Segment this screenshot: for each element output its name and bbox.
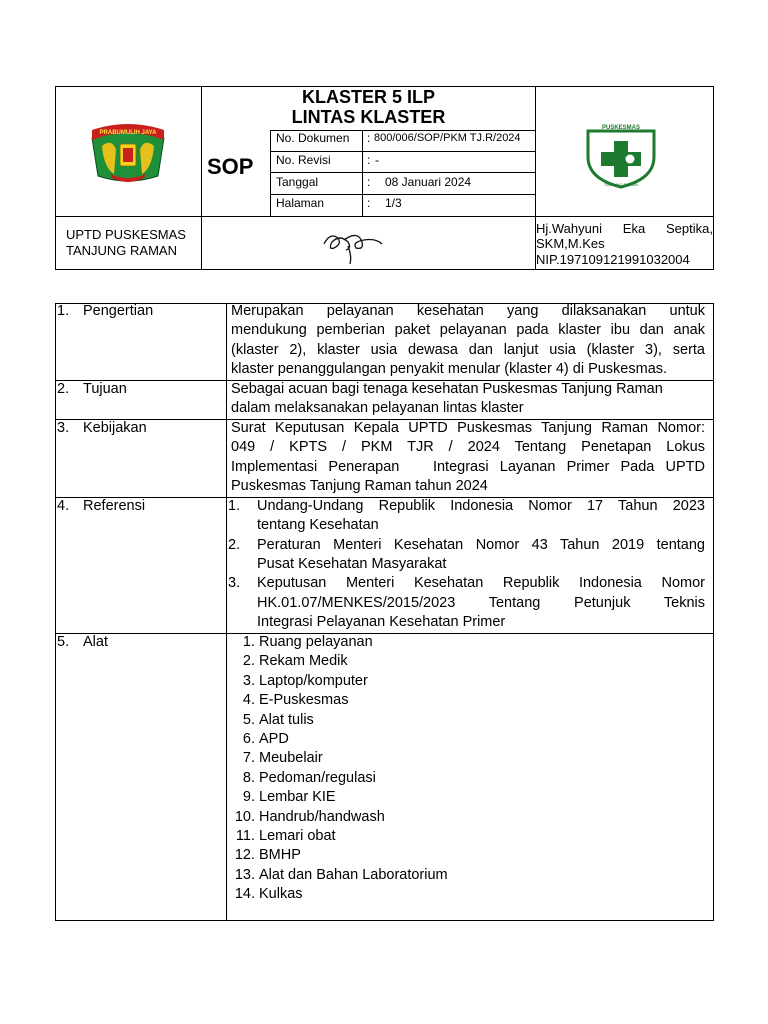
alat-item-number: 8. bbox=[242, 769, 255, 786]
kebijakan-text: Surat Keputusan Kepala UPTD Puskesmas Tanjung Raman Nomor: bbox=[231, 420, 705, 436]
left-logo-text: PRABUMULIH JAYA bbox=[99, 130, 157, 136]
section-label-tujuan: Tujuan bbox=[83, 381, 127, 397]
alat-item-text: Kulkas bbox=[259, 886, 303, 903]
meta-sep: : bbox=[367, 153, 371, 167]
section-number: 5. bbox=[57, 634, 70, 650]
section-label-kebijakan: Kebijakan bbox=[83, 420, 147, 436]
pengertian-text: mendukung pemberian paket pelayanan pada klaster ibu dan anak bbox=[231, 322, 705, 338]
tujuan-text: dalam melaksanakan pelayanan lintas klaster bbox=[231, 400, 524, 416]
alat-item-number: 13. bbox=[234, 866, 255, 883]
alat-item-text: E-Puskesmas bbox=[259, 692, 349, 709]
signer-nip: NIP.197109121991032004 bbox=[536, 252, 690, 267]
right-logo-text-top: PUSKESMAS bbox=[601, 125, 641, 131]
meta-sep: : bbox=[367, 175, 371, 189]
alat-item-number: 11. bbox=[235, 828, 255, 844]
alat-item-number: 14. bbox=[234, 886, 255, 903]
meta-sep: : bbox=[367, 196, 371, 210]
alat-item-text: Handrub/handwash bbox=[259, 808, 385, 825]
document-title-line2: LINTAS KLASTER bbox=[291, 107, 446, 127]
alat-item-number: 10. bbox=[234, 808, 255, 825]
alat-item-number: 3. bbox=[242, 672, 255, 689]
alat-item-text: APD bbox=[259, 731, 289, 747]
alat-item-text: Meubelair bbox=[259, 750, 323, 767]
meta-label-halaman: Halaman bbox=[276, 196, 325, 210]
referensi-item-text: Keputusan Menteri Kesehatan Republik Indonesia Nomor bbox=[257, 575, 705, 591]
org-name-line2: TANJUNG RAMAN bbox=[66, 243, 177, 258]
section-number: 4. bbox=[57, 498, 70, 514]
meta-value-no-dokumen: 800/006/SOP/PKM TJ.R/2024 bbox=[374, 132, 521, 144]
alat-item-text: Rekam Medik bbox=[259, 653, 348, 670]
referensi-item-text: Peraturan Menteri Kesehatan Nomor 43 Tahun 2019 tentang bbox=[257, 537, 705, 553]
alat-item-number: 4. bbox=[242, 692, 255, 709]
meta-label-tanggal: Tanggal bbox=[276, 175, 319, 189]
alat-item-text: Pedoman/regulasi bbox=[259, 769, 376, 786]
referensi-item-number: 3. bbox=[228, 575, 241, 591]
referensi-item-text: Pusat Kesehatan Masyarakat bbox=[257, 556, 447, 572]
header-divider bbox=[270, 151, 535, 152]
referensi-item-text: Undang-Undang Republik Indonesia Nomor 17 Tahun 2023 bbox=[257, 498, 705, 514]
header-divider bbox=[270, 172, 535, 173]
referensi-item-text: Integrasi Pelayanan Kesehatan Primer bbox=[257, 614, 506, 630]
right-logo-text-bottom: TANJUNG RAMAN bbox=[603, 182, 639, 187]
alat-item-text: BMHP bbox=[259, 847, 301, 864]
alat-item-text: Ruang pelayanan bbox=[259, 634, 373, 650]
document-title-line1: KLASTER 5 ILP bbox=[301, 87, 435, 107]
puskesmas-logo bbox=[580, 123, 662, 189]
meta-value-halaman: 1/3 bbox=[385, 196, 402, 210]
alat-item-text: Lembar KIE bbox=[259, 789, 336, 806]
alat-item-number: 1. bbox=[242, 634, 255, 650]
alat-item-number: 5. bbox=[242, 711, 255, 728]
alat-item-text: Alat dan Bahan Laboratorium bbox=[259, 866, 448, 883]
alat-item-text: Alat tulis bbox=[259, 711, 314, 728]
kebijakan-text: 049 / KPTS / PKM TJR / 2024 Tentang Penetapan Lokus bbox=[231, 439, 705, 455]
referensi-item-text: HK.01.07/MENKES/2015/2023 Tentang Petunjuk Teknis bbox=[257, 595, 705, 611]
tujuan-text: Sebagai acuan bagi tenaga kesehatan Puskesmas Tanjung Raman bbox=[231, 381, 663, 397]
alat-item-number: 6. bbox=[242, 731, 255, 747]
alat-item-number: 12. bbox=[234, 847, 255, 864]
pengertian-text: Merupakan pelayanan kesehatan yang dilaksanakan untuk bbox=[231, 303, 705, 319]
header-divider bbox=[270, 130, 271, 216]
referensi-item-number: 2. bbox=[228, 537, 241, 553]
signer-name: Hj.Wahyuni Eka Septika, bbox=[536, 221, 713, 236]
kebijakan-text: Puskesmas Tanjung Raman tahun 2024 bbox=[231, 478, 488, 494]
signature bbox=[318, 222, 388, 268]
pengertian-text: klaster penanggulangan penyakit menular (klaster 4) di Puskesmas. bbox=[231, 361, 668, 377]
header-divider bbox=[270, 194, 535, 195]
section-label-referensi: Referensi bbox=[83, 498, 146, 514]
alat-item-number: 7. bbox=[242, 750, 255, 767]
meta-value-tanggal: 08 Januari 2024 bbox=[385, 175, 472, 189]
prabumulih-logo bbox=[88, 120, 168, 186]
alat-item-text: Laptop/komputer bbox=[259, 672, 368, 689]
alat-item-text: Lemari obat bbox=[259, 828, 336, 844]
referensi-item-number: 1. bbox=[228, 498, 241, 514]
meta-label-no-revisi: No. Revisi bbox=[276, 153, 331, 167]
alat-item-number: 9. bbox=[242, 789, 255, 806]
pengertian-text: (klaster 2), klaster usia dewasa dan lanjut usia (klaster 3), serta bbox=[231, 342, 705, 358]
section-label-alat: Alat bbox=[83, 634, 108, 650]
meta-label-no-dokumen: No. Dokumen bbox=[276, 131, 350, 145]
section-number: 3. bbox=[57, 420, 70, 436]
signer-degree: SKM,M.Kes bbox=[536, 236, 605, 251]
kebijakan-text: Implementasi Penerapan Integrasi Layanan Primer Pada UPTD bbox=[231, 459, 705, 475]
header-divider bbox=[55, 216, 714, 217]
section-label-pengertian: Pengertian bbox=[83, 303, 154, 319]
alat-item-number: 2. bbox=[242, 653, 255, 670]
referensi-item-text: tentang Kesehatan bbox=[257, 517, 379, 533]
meta-sep: : bbox=[367, 131, 371, 145]
header-divider bbox=[362, 130, 363, 216]
sop-label: SOP bbox=[207, 154, 254, 179]
meta-value-no-revisi: - bbox=[375, 153, 379, 167]
section-number: 1. bbox=[57, 303, 70, 319]
org-name-line1: UPTD PUSKESMAS bbox=[66, 227, 186, 242]
section-number: 2. bbox=[57, 381, 70, 397]
